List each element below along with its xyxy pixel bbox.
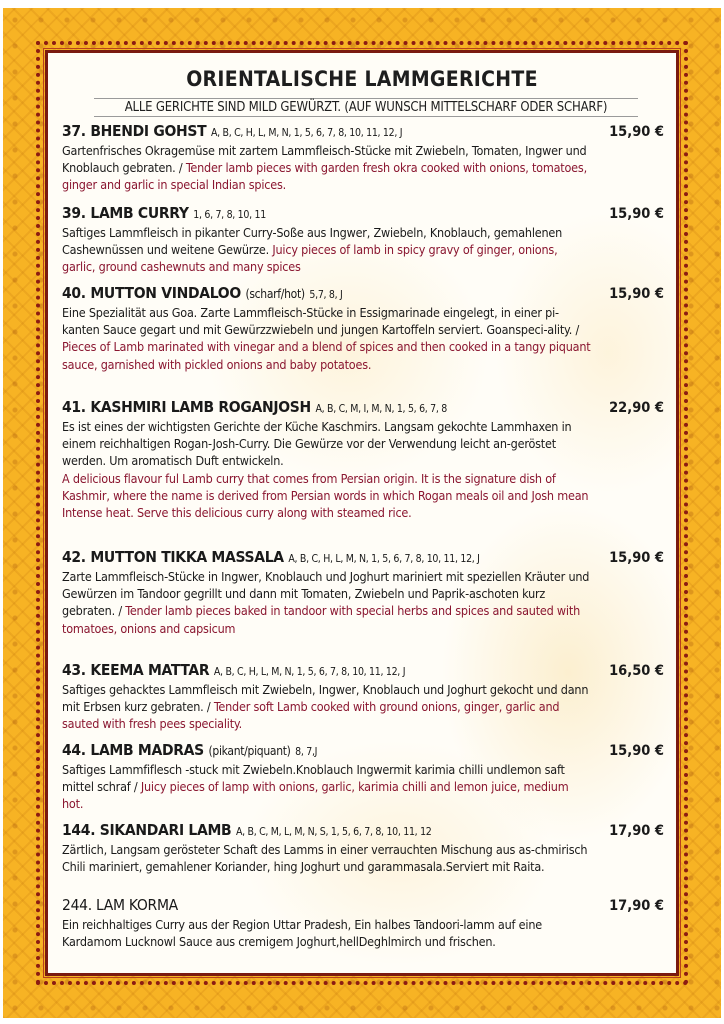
dish-price: 15,90 € bbox=[609, 286, 664, 302]
dish-price: 17,90 € bbox=[609, 823, 664, 839]
page-subtitle: ALLE GERICHTE SIND MILD GEWÜRZT. (AUF WUNSCH MITTELSCHARF ODER SCHARF) bbox=[94, 98, 638, 117]
desc-german: Zarte Lammfleisch-Stücke in Ingwer, Knoblauch und Joghurt mariniert mit speziellen Kräuter und Gewürzen im Tandoor gegrillt und dann mit Tomaten, Zwiebeln und Paprik-aschoten kurz gebraten. / bbox=[62, 569, 590, 619]
dish-item bbox=[62, 741, 668, 813]
dish-title bbox=[62, 896, 178, 914]
dish-item bbox=[62, 661, 668, 733]
desc-english: Tender lamb pieces with garden fresh okra cooked with onions, tomatoes, ginger and garlic in special Indian spices. bbox=[62, 160, 587, 193]
dish-allergens: 1, 6, 7, 8, 10, 11 bbox=[193, 209, 266, 221]
page-title: ORIENTALISCHE LAMMGERICHTE bbox=[186, 67, 538, 91]
content-frame bbox=[45, 50, 679, 976]
desc-english: Tender soft Lamb cooked with ground onions, ginger, garlic and sauted with fresh pees speciality. bbox=[62, 699, 560, 732]
dish-name: 40. MUTTON VINDALOO bbox=[62, 284, 241, 302]
dish-price: 16,50 € bbox=[609, 663, 664, 679]
dish-title bbox=[62, 548, 480, 566]
dish-allergens: A, B, C, M, I, M, N, 1, 5, 6, 7, 8 bbox=[315, 403, 447, 415]
dish-allergens: A, B, C, M, L, M, N, S, 1, 5, 6, 7, 8, 10, 11, 12 bbox=[235, 826, 432, 838]
desc-german: Es ist eines der wichtigsten Gerichte der Küche Kaschmirs. Langsam gekochte Lammhaxen in einem reichhaltigen Rogan-Josh-Curry. Die Gewürze vor der Verwendung leicht an-geröstet werden. Um aromatisch Duft entwickeln. bbox=[62, 419, 572, 469]
dish-description bbox=[62, 761, 592, 813]
dish-note: (scharf/hot) bbox=[245, 287, 305, 301]
dish-item bbox=[62, 122, 668, 194]
dish-allergens: A, B, C, H, L, M, N, 1, 5, 6, 7, 8, 10, 11, 12, J bbox=[210, 127, 403, 139]
dish-item bbox=[62, 896, 668, 950]
dish-price: 15,90 € bbox=[609, 743, 664, 759]
dish-title bbox=[62, 122, 402, 140]
desc-english: Tender lamb pieces baked in tandoor with special herbs and spices and sauted with tomatoes, onions and capsicum bbox=[62, 603, 580, 636]
dish-description bbox=[62, 418, 592, 521]
dish-item bbox=[62, 821, 668, 875]
desc-german: Saftiges gehacktes Lammfleisch mit Zwiebeln, Ingwer, Knoblauch und Joghurt gekocht und dann mit Erbsen kurz gebraten. / bbox=[62, 682, 589, 715]
dish-allergens: 8, 7,J bbox=[295, 746, 318, 758]
dish-item bbox=[62, 548, 668, 637]
dish-price: 15,90 € bbox=[609, 550, 664, 566]
dish-allergens: 5,7, 8, J bbox=[309, 289, 343, 301]
dish-name: 39. LAMB CURRY bbox=[62, 204, 189, 222]
dish-title bbox=[62, 741, 317, 759]
dish-name: 244. LAM KORMA bbox=[62, 896, 178, 914]
dish-price: 15,90 € bbox=[609, 206, 664, 222]
dish-allergens: A, B, C, H, L, M, N, 1, 5, 6, 7, 8, 10, 11, 12, J bbox=[213, 666, 406, 678]
dish-item bbox=[62, 398, 668, 521]
dish-title bbox=[62, 821, 432, 839]
desc-english: Juicy pieces of lamp with onions, garlic, karimia chilli and lemon juice, medium hot. bbox=[62, 779, 569, 812]
dish-name: 144. SIKANDARI LAMB bbox=[62, 821, 232, 839]
dish-name: 41. KASHMIRI LAMB ROGANJOSH bbox=[62, 398, 311, 416]
dish-allergens: A, B, C, H, L, M, N, 1, 5, 6, 7, 8, 10, 11, 12, J bbox=[288, 553, 480, 565]
desc-german: Ein reichhaltiges Curry aus der Region Uttar Pradesh, Ein halbes Tandoori-lamm auf eine Kardamom Lucknowl Sauce aus cremigem Joghurt,hellDeghlmirch und frischen. bbox=[62, 917, 542, 950]
dish-title bbox=[62, 204, 266, 222]
dish-price: 22,90 € bbox=[609, 400, 664, 416]
desc-german: Saftiges Lammfiflesch -stuck mit Zwiebeln.Knoblauch Ingwermit karimia chilli undlemon saft mittel schraf / bbox=[62, 762, 565, 795]
dish-name: 42. MUTTON TIKKA MASSALA bbox=[62, 548, 284, 566]
desc-german: Saftiges Lammfleisch in pikanter Curry-Soße aus Ingwer, Zwiebeln, Knoblauch, gemahlenen Cashewnüssen und weitene Gewürze. bbox=[62, 225, 563, 258]
desc-german: Gartenfrisches Okragemüse mit zartem Lammfleisch-Stücke mit Zwiebeln, Tomaten, Ingwer und Knoblauch gebraten. / bbox=[62, 143, 587, 176]
dish-description bbox=[62, 142, 592, 194]
desc-german: Zärtlich, Langsam gerösteter Schaft des Lamms in einer verrauchten Mischung aus as-chmirisch Chili mariniert, gemahlener Koriander, hing Joghurt und garammasala.Serviert mit Raita. bbox=[62, 842, 588, 875]
dish-name: 43. KEEMA MATTAR bbox=[62, 661, 210, 679]
dish-description bbox=[62, 224, 592, 276]
desc-english: A delicious flavour ful Lamb curry that comes from Persian origin. It is the signature dish of Kashmir, where the name is derived from Persian words in which Rogan meals oil and Josh mean Intense heat. Serve this delicious curry along with steamed rice. bbox=[62, 470, 589, 521]
dish-title bbox=[62, 398, 447, 416]
dish-price: 15,90 € bbox=[609, 124, 664, 140]
desc-english: Pieces of Lamb marinated with vinegar and a blend of spices and then cooked in a tangy piquant sauce, garnished with pickled onions and baby potatoes. bbox=[62, 339, 591, 372]
dish-description bbox=[62, 916, 592, 950]
dish-title bbox=[62, 284, 343, 302]
desc-german: Eine Spezialität aus Goa. Zarte Lammfleisch-Stücke in Essigmarinade eingelegt, in einer pi-kanten Sauce gegart und mit Gewürzzwiebeln und jungen Kartoffeln serviert. Goanspeci-ality. / bbox=[62, 305, 580, 338]
dish-price: 17,90 € bbox=[609, 898, 664, 914]
dish-description bbox=[62, 841, 592, 875]
dish-title bbox=[62, 661, 405, 679]
dish-name: 44. LAMB MADRAS bbox=[62, 741, 204, 759]
dish-note: (pikant/piquant) bbox=[208, 744, 291, 758]
desc-english: Juicy pieces of lamb in spicy gravy of ginger, onions, garlic, ground cashewnuts and many spices bbox=[62, 242, 558, 275]
dish-description bbox=[62, 681, 592, 733]
dish-item bbox=[62, 204, 668, 276]
dish-description bbox=[62, 568, 592, 637]
dish-description bbox=[62, 304, 592, 373]
dish-item bbox=[62, 284, 668, 373]
menu-page bbox=[3, 8, 721, 1018]
dish-name: 37. BHENDI GOHST bbox=[62, 122, 207, 140]
